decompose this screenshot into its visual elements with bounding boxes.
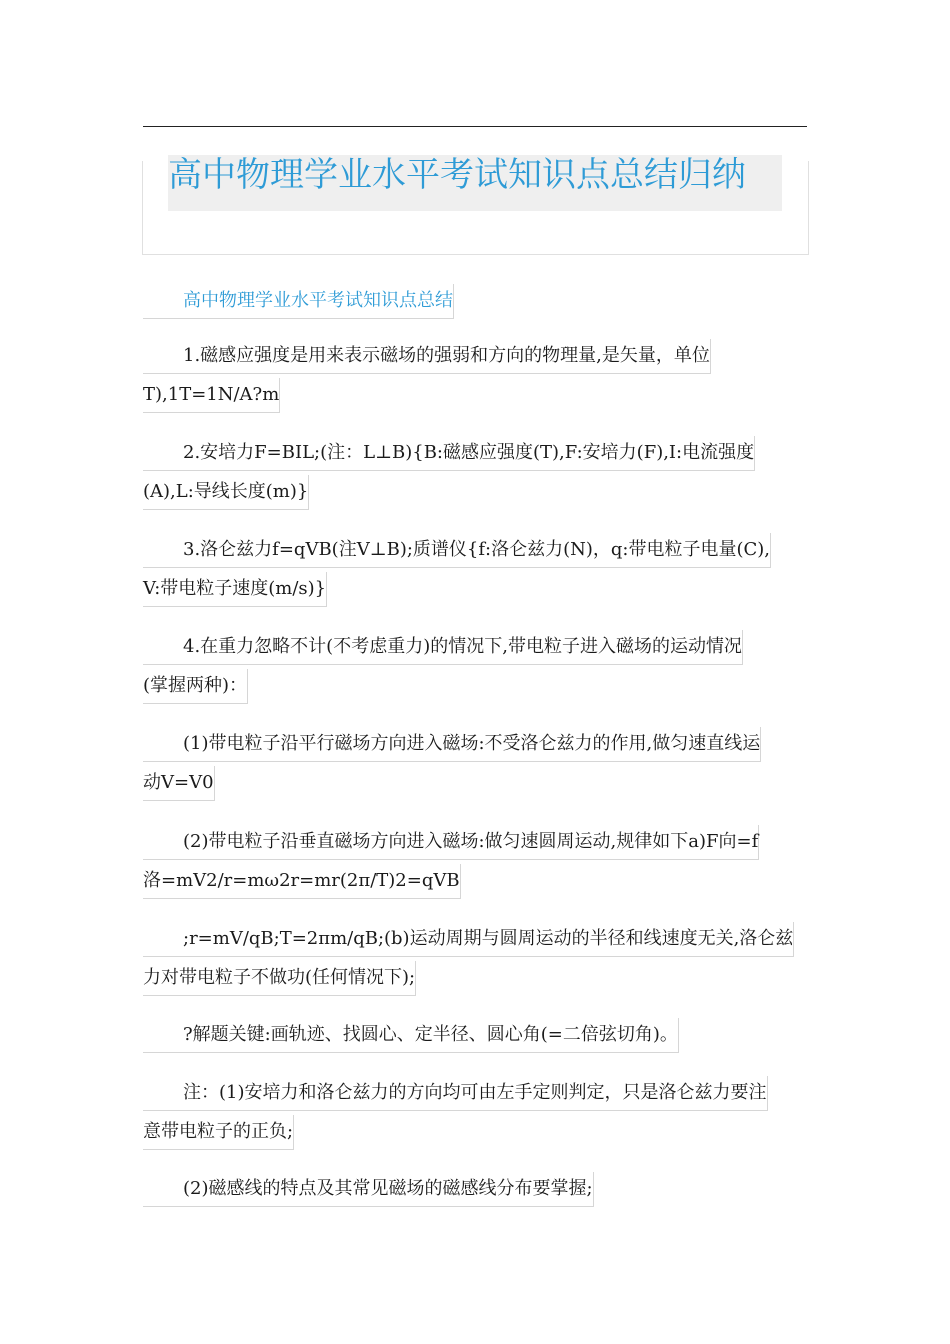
paragraph-line: 力对带电粒子不做功(任何情况下); — [143, 961, 416, 996]
document-title: 高中物理学业水平考试知识点总结归纳 — [168, 155, 746, 195]
paragraph-8 — [143, 1018, 809, 1057]
paragraph-line: T),1T=1N/A?m — [143, 378, 280, 413]
paragraph-line: 4.在重力忽略不计(不考虑重力)的情况下,带电粒子进入磁场的运动情况 — [143, 630, 743, 665]
paragraph-line: (A),L:导线长度(m)} — [143, 475, 309, 510]
paragraph-line: (2)磁感线的特点及其常见磁场的磁感线分布要掌握; — [143, 1172, 594, 1207]
paragraph-5 — [143, 727, 809, 805]
paragraph-line: 1.磁感应强度是用来表示磁场的强弱和方向的物理量,是矢量，单位 — [143, 339, 711, 374]
paragraph-6 — [143, 825, 809, 903]
paragraph-line: 动V=V0 — [143, 766, 215, 801]
top-rule — [143, 126, 807, 127]
paragraph-1 — [143, 339, 809, 417]
paragraph-2 — [143, 436, 809, 514]
paragraph-line: 3.洛仑兹力f=qVB(注V⊥B);质谱仪{f:洛仑兹力(N)，q:带电粒子电量(C), — [143, 533, 771, 568]
paragraph-line: ?解题关键:画轨迹、找圆心、定半径、圆心角(=二倍弦切角)。 — [143, 1018, 679, 1053]
paragraph-3 — [143, 533, 809, 611]
paragraph-line: ;r=mV/qB;T=2πm/qB;(b)运动周期与圆周运动的半径和线速度无关,洛仑兹 — [143, 922, 794, 957]
paragraph-line: 意带电粒子的正负; — [143, 1115, 294, 1150]
subtitle-line: 高中物理学业水平考试知识点总结 — [143, 284, 454, 319]
paragraph-line: (2)带电粒子沿垂直磁场方向进入磁场:做匀速圆周运动,规律如下a)F向=f — [143, 825, 759, 860]
paragraph-7 — [143, 922, 809, 1000]
paragraph-line: 2.安培力F=BIL;(注：L⊥B){B:磁感应强度(T),F:安培力(F),I:电流强度 — [143, 436, 755, 471]
paragraph-line: 注：(1)安培力和洛仑兹力的方向均可由左手定则判定，只是洛仑兹力要注 — [143, 1076, 768, 1111]
paragraph-9 — [143, 1076, 809, 1154]
paragraph-line: (1)带电粒子沿平行磁场方向进入磁场:不受洛仑兹力的作用,做匀速直线运 — [143, 727, 761, 762]
paragraph-10 — [143, 1172, 809, 1211]
paragraph-4 — [143, 630, 809, 708]
paragraph-subtitle — [143, 284, 809, 323]
paragraph-line: 洛=mV2/r=mω2r=mr(2π/T)2=qVB — [143, 864, 461, 899]
paragraph-line: V:带电粒子速度(m/s)} — [143, 572, 327, 607]
paragraph-line: (掌握两种)： — [143, 669, 248, 704]
